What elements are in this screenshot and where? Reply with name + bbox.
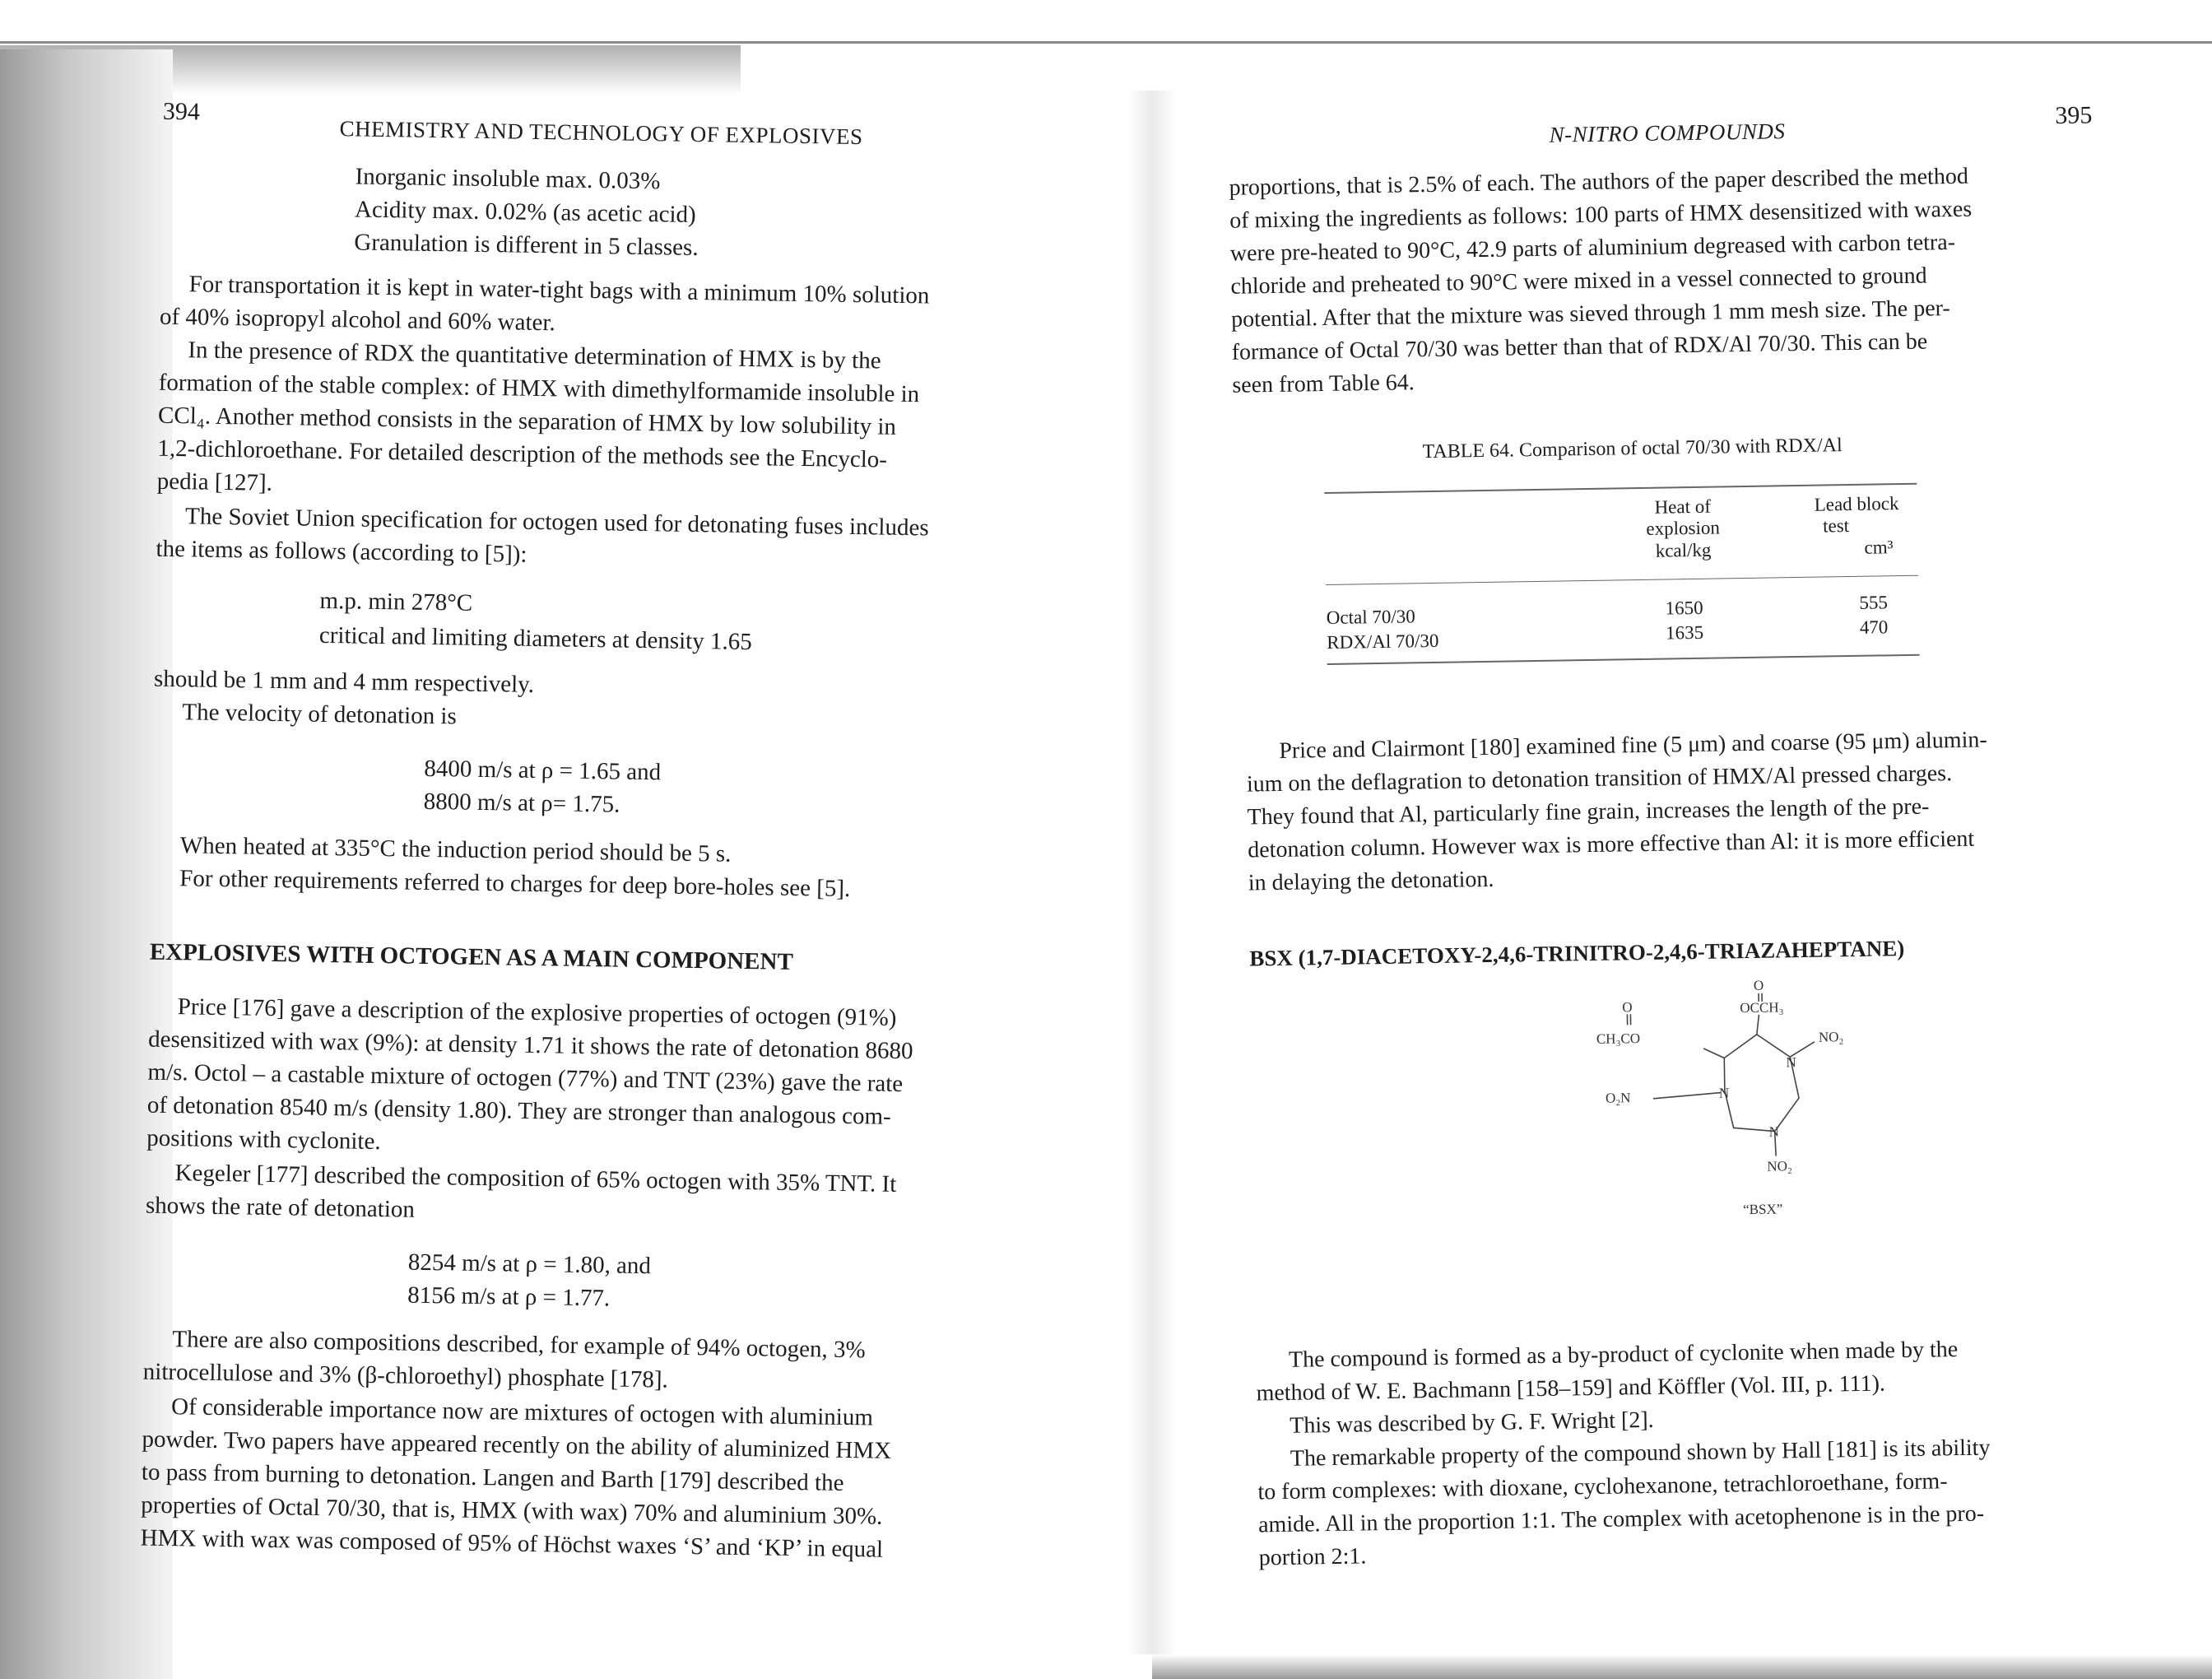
text-line: should be 1 mm and 4 mm respectively.	[153, 665, 535, 698]
text-line: pedia [127].	[156, 467, 273, 496]
text-line: m.p. min 278°C	[319, 587, 473, 616]
text-line: For other requirements referred to charges for deep bore-holes see [5].	[179, 865, 851, 903]
table-cell: 470	[1859, 616, 1889, 638]
text-line: positions with cyclonite.	[146, 1124, 381, 1156]
text-line: When heated at 335°C the induction period should be 5 s.	[179, 832, 732, 867]
text-line: m/s. Octol – a castable mixture of octogen (77%) and TNT (23%) gave the rate	[147, 1058, 904, 1098]
text-line: powder. Two papers have appeared recently on the ability of aluminized HMX	[142, 1426, 892, 1464]
atom-label: O	[1622, 999, 1633, 1016]
text-line: chloride and preheated to 90°C were mixed in a vessel connected to ground	[1230, 263, 1927, 300]
text-line: Inorganic insoluble max. 0.03%	[355, 163, 661, 195]
text-line: critical and limiting diameters at density 1.65	[318, 621, 752, 656]
table-col-header	[1815, 492, 1939, 560]
text-line: CCl₄. Another method consists in the separation of HMX by low solubility in	[157, 402, 897, 440]
text-line: 8156 m/s at ρ = 1.77.	[407, 1281, 611, 1312]
text-line: the items as follows (according to [5]):	[156, 535, 527, 568]
atom-label: N	[1718, 1085, 1730, 1101]
page-number: 395	[2055, 101, 2093, 130]
right-page	[1218, 0, 2165, 1646]
text-line: There are also compositions described, for example of 94% octogen, 3%	[172, 1326, 866, 1364]
table-col-header-line: Lead block	[1814, 493, 1899, 515]
bsx-structure-diagram	[1579, 973, 1929, 1226]
table-row-label: Octal 70/30	[1326, 606, 1415, 629]
atom-label: NO₂	[1767, 1158, 1792, 1174]
text-line: In the presence of RDX the quantitative determination of HMX is by the	[188, 337, 881, 374]
table-rule-mid	[1326, 575, 1918, 585]
text-line: 8254 m/s at ρ = 1.80, and	[407, 1249, 652, 1280]
atom-label: O	[1753, 977, 1764, 993]
text-line: This was described by G. F. Wright [2].	[1289, 1407, 1654, 1439]
running-head: CHEMISTRY AND TECHNOLOGY OF EXPLOSIVES	[339, 116, 863, 150]
text-line: of detonation 8540 m/s (density 1.80). They are stronger than analogous com-	[146, 1091, 891, 1130]
text-line: The remarkable property of the compound shown by Hall [181] is its ability	[1290, 1435, 1991, 1472]
table-rule-top	[1324, 483, 1917, 494]
table-cell: 1635	[1665, 621, 1704, 644]
text-line: Kegeler [177] described the composition of 65% octogen with 35% TNT. It	[174, 1160, 897, 1198]
text-line: portion 2:1.	[1258, 1543, 1367, 1571]
text-line: proportions, that is 2.5% of each. The authors of the paper described the method	[1229, 163, 1969, 201]
table-col-header-line: kcal/kg	[1655, 539, 1712, 561]
text-line: The compound is formed as a by-product of cyclonite when made by the	[1288, 1337, 1959, 1373]
text-line: of 40% isopropyl alcohol and 60% water.	[159, 303, 555, 337]
atom-label: OCCH₃	[1740, 999, 1784, 1016]
text-line: shows the rate of detonation	[145, 1192, 416, 1223]
atom-label: CH₃CO	[1596, 1030, 1641, 1047]
text-line: 8800 m/s at ρ= 1.75.	[423, 788, 620, 818]
section-heading: BSX (1,7-DIACETOXY-2,4,6-TRINITRO-2,4,6-TRIAZAHEPTANE)	[1249, 936, 1905, 971]
text-line: They found that Al, particularly fine grain, increases the length of the pre-	[1247, 793, 1930, 830]
text-line: nitrocellulose and 3% (β-chloroethyl) phosphate [178].	[142, 1358, 669, 1393]
text-line: 1,2-dichloroethane. For detailed description of the methods see the Encyclo-	[157, 435, 888, 473]
section-heading: EXPLOSIVES WITH OCTOGEN AS A MAIN COMPONENT	[149, 938, 794, 975]
text-line: formation of the stable complex: of HMX with dimethylformamide insoluble in	[158, 369, 920, 408]
text-line: Price [176] gave a description of the explosive properties of octogen (91%)	[177, 993, 897, 1031]
text-line: to pass from burning to detonation. Langen and Barth [179] described the	[141, 1458, 844, 1496]
text-line: formance of Octal 70/30 was better than that of RDX/Al 70/30. This can be	[1231, 328, 1928, 365]
text-line: Of considerable importance now are mixtures of octogen with aluminium	[170, 1393, 874, 1431]
table-col-header-line: test	[1822, 515, 1850, 537]
structure-caption: “BSX”	[1743, 1201, 1783, 1218]
atom-label: N	[1786, 1054, 1796, 1071]
table-rule-bottom	[1327, 654, 1920, 665]
left-page	[98, 0, 1053, 1661]
text-line: desensitized with wax (9%): at density 1.71 it shows the rate of detonation 8680	[147, 1026, 913, 1065]
text-line: ium on the deflagration to detonation transition of HMX/Al pressed charges.	[1246, 760, 1953, 798]
text-line: potential. After that the mixture was sieved through 1 mm mesh size. The per-	[1230, 295, 1950, 333]
table-row-label: RDX/Al 70/30	[1327, 630, 1439, 653]
bsx-structure-svg	[1579, 973, 1929, 1226]
text-line: For transportation it is kept in water-tight bags with a minimum 10% solution	[188, 271, 930, 309]
text-line: 8400 m/s at ρ = 1.65 and	[424, 755, 662, 786]
table-col-header	[1621, 495, 1745, 563]
atom-label: NO₂	[1818, 1029, 1844, 1045]
text-line: Granulation is different in 5 classes.	[354, 229, 699, 262]
text-line: detonation column. However wax is more effective than Al: it is more efficient	[1247, 826, 1975, 863]
text-line: The velocity of detonation is	[182, 699, 458, 730]
running-head: N-NITRO COMPOUNDS	[1549, 119, 1786, 147]
text-line: Price and Clairmont [180] examined fine (5 μm) and coarse (95 μm) alumin-	[1279, 727, 1987, 764]
text-line: were pre-heated to 90°C, 42.9 parts of aluminium degreased with carbon tetra-	[1229, 229, 1956, 267]
text-line: seen from Table 64.	[1232, 370, 1415, 398]
table-col-header-line: explosion	[1646, 517, 1721, 540]
atom-label: O₂N	[1605, 1090, 1631, 1106]
table-cell: 555	[1859, 592, 1889, 613]
scan-bottom-edge	[1152, 1654, 2212, 1679]
atom-label: N	[1768, 1123, 1780, 1140]
table-caption: TABLE 64. Comparison of octal 70/30 with RDX/Al	[1422, 435, 1843, 463]
text-line: method of W. E. Bachmann [158–159] and Köffler (Vol. III, p. 111).	[1256, 1370, 1886, 1407]
page-number: 394	[162, 97, 201, 126]
text-line: to form complexes: with dioxane, cyclohexanone, tetrachloroethane, form-	[1257, 1468, 1948, 1505]
table-col-header-line: Heat of	[1654, 495, 1712, 518]
text-line: in delaying the detonation.	[1248, 866, 1494, 896]
text-line: Acidity max. 0.02% (as acetic acid)	[354, 196, 696, 228]
text-line: The Soviet Union specification for octogen used for detonating fuses includes	[184, 503, 929, 542]
text-line: of mixing the ingredients as follows: 100 parts of HMX desensitized with waxes	[1229, 196, 1973, 234]
table-col-header-line: cm³	[1864, 537, 1894, 558]
table-cell: 1650	[1665, 597, 1703, 619]
book-gutter	[1127, 91, 1177, 1654]
text-line: properties of Octal 70/30, that is, HMX (with wax) 70% and aluminium 30%.	[141, 1491, 883, 1530]
text-line: amide. All in the proportion 1:1. The complex with acetophenone is in the pro-	[1257, 1500, 1985, 1538]
text-line: HMX with wax was composed of 95% of Höchst waxes ‘S’ and ‘KP’ in equal	[140, 1524, 884, 1563]
